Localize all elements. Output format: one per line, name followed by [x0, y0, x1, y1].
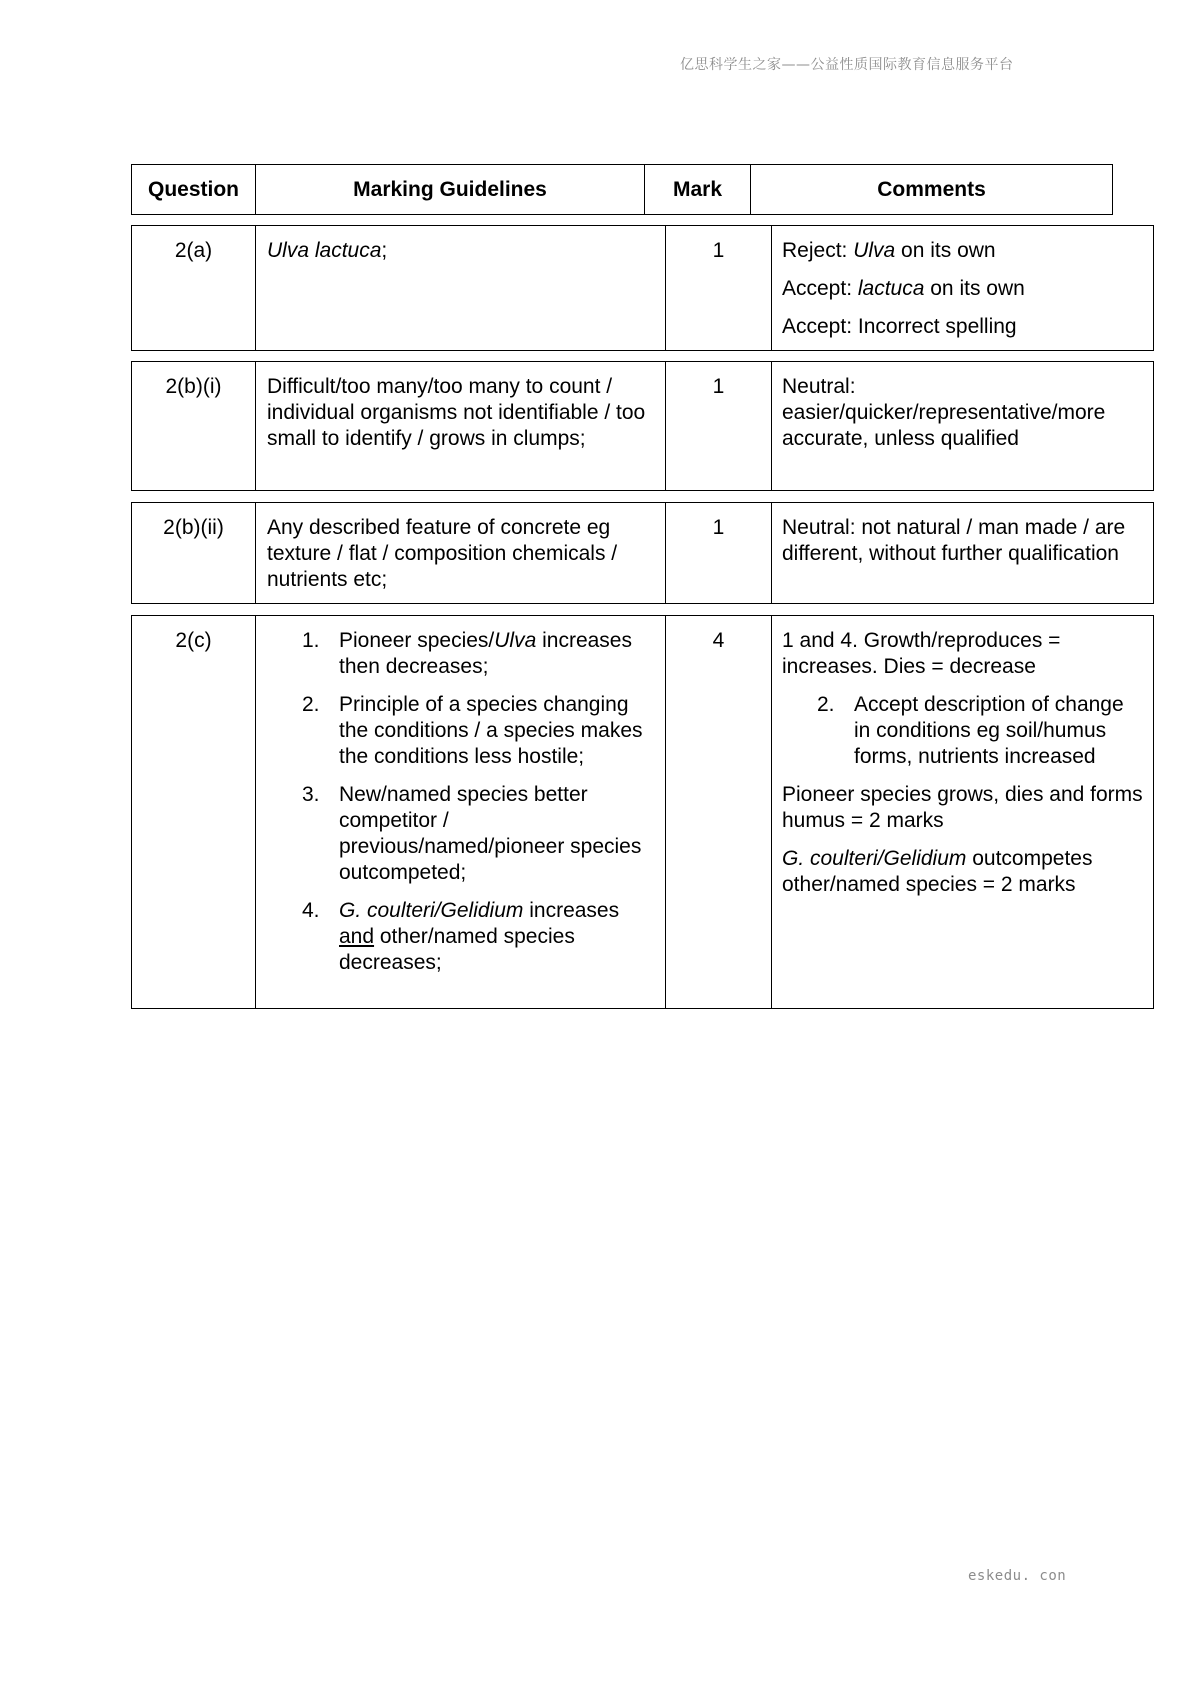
list-item: 4. G. coulteri/Gelidium increases and other/named species decreases;	[302, 899, 620, 974]
comments-cell: Neutral: not natural / man made / are different, without further qualification	[772, 503, 1154, 604]
table-row	[132, 503, 1154, 604]
table-row	[132, 362, 1154, 491]
question-cell: 2(b)(i)	[132, 362, 256, 491]
header-comments: Comments	[751, 165, 1113, 215]
comment-line: G. coulteri/Gelidium outcompetes other/named species = 2 marks	[782, 847, 1093, 896]
footer-watermark-text: eskedu. con	[968, 1568, 1067, 1584]
guideline-list	[267, 628, 655, 976]
comment-line: Pioneer species grows, dies and forms humus = 2 marks	[782, 783, 1143, 832]
question-cell: 2(c)	[132, 616, 256, 1009]
comment-line: Reject: Ulva on its own	[782, 239, 996, 262]
question-cell: 2(a)	[132, 226, 256, 351]
header-watermark-text: 亿思科学生之家——公益性质国际教育信息服务平台	[680, 57, 1014, 73]
mark-cell: 1	[666, 362, 772, 491]
guideline-terminator: ;	[381, 239, 388, 262]
guideline-cell: Difficult/too many/too many to count / individual organisms not identifiable / too small to identify / grows in clumps;	[256, 362, 666, 491]
header-marking-guidelines: Marking Guidelines	[256, 165, 645, 215]
mark-cell: 1	[666, 226, 772, 351]
comment-line: 1 and 4. Growth/reproduces = increases. Dies = decrease	[782, 629, 1061, 678]
list-item: 1. Pioneer species/Ulva increases then decreases;	[302, 629, 632, 678]
guideline-cell: Any described feature of concrete eg texture / flat / composition chemicals / nutrients etc;	[256, 503, 666, 604]
row-2c-table	[131, 615, 1154, 1009]
comment-list	[782, 692, 1143, 770]
mark-cell: 4	[666, 616, 772, 1009]
table-row	[132, 616, 1154, 1009]
list-item: 3. New/named species better competitor / previous/named/pioneer species outcompeted;	[302, 783, 642, 884]
header-table	[131, 164, 1113, 215]
list-item: 2. Principle of a species changing the conditions / a species makes the conditions less hostile;	[302, 693, 643, 768]
comments-cell: Neutral: easier/quicker/representative/more accurate, unless qualified	[772, 362, 1154, 491]
comment-line: Accept: Incorrect spelling	[782, 315, 1017, 338]
row-2bi-table	[131, 361, 1154, 491]
comments-cell	[772, 226, 1154, 351]
row-2bii-table	[131, 502, 1154, 604]
guideline-cell	[256, 226, 666, 351]
row-2a-table	[131, 225, 1154, 351]
header-mark: Mark	[645, 165, 751, 215]
guideline-species-name: Ulva lactuca	[267, 239, 382, 262]
header-question: Question	[132, 165, 256, 215]
comment-line: Accept: lactuca on its own	[782, 277, 1025, 300]
mark-cell: 1	[666, 503, 772, 604]
table-row	[132, 226, 1154, 351]
guideline-cell	[256, 616, 666, 1009]
comments-cell	[772, 616, 1154, 1009]
question-cell: 2(b)(ii)	[132, 503, 256, 604]
list-item: 2. Accept description of change in conditions eg soil/humus forms, nutrients increased	[817, 693, 1124, 768]
